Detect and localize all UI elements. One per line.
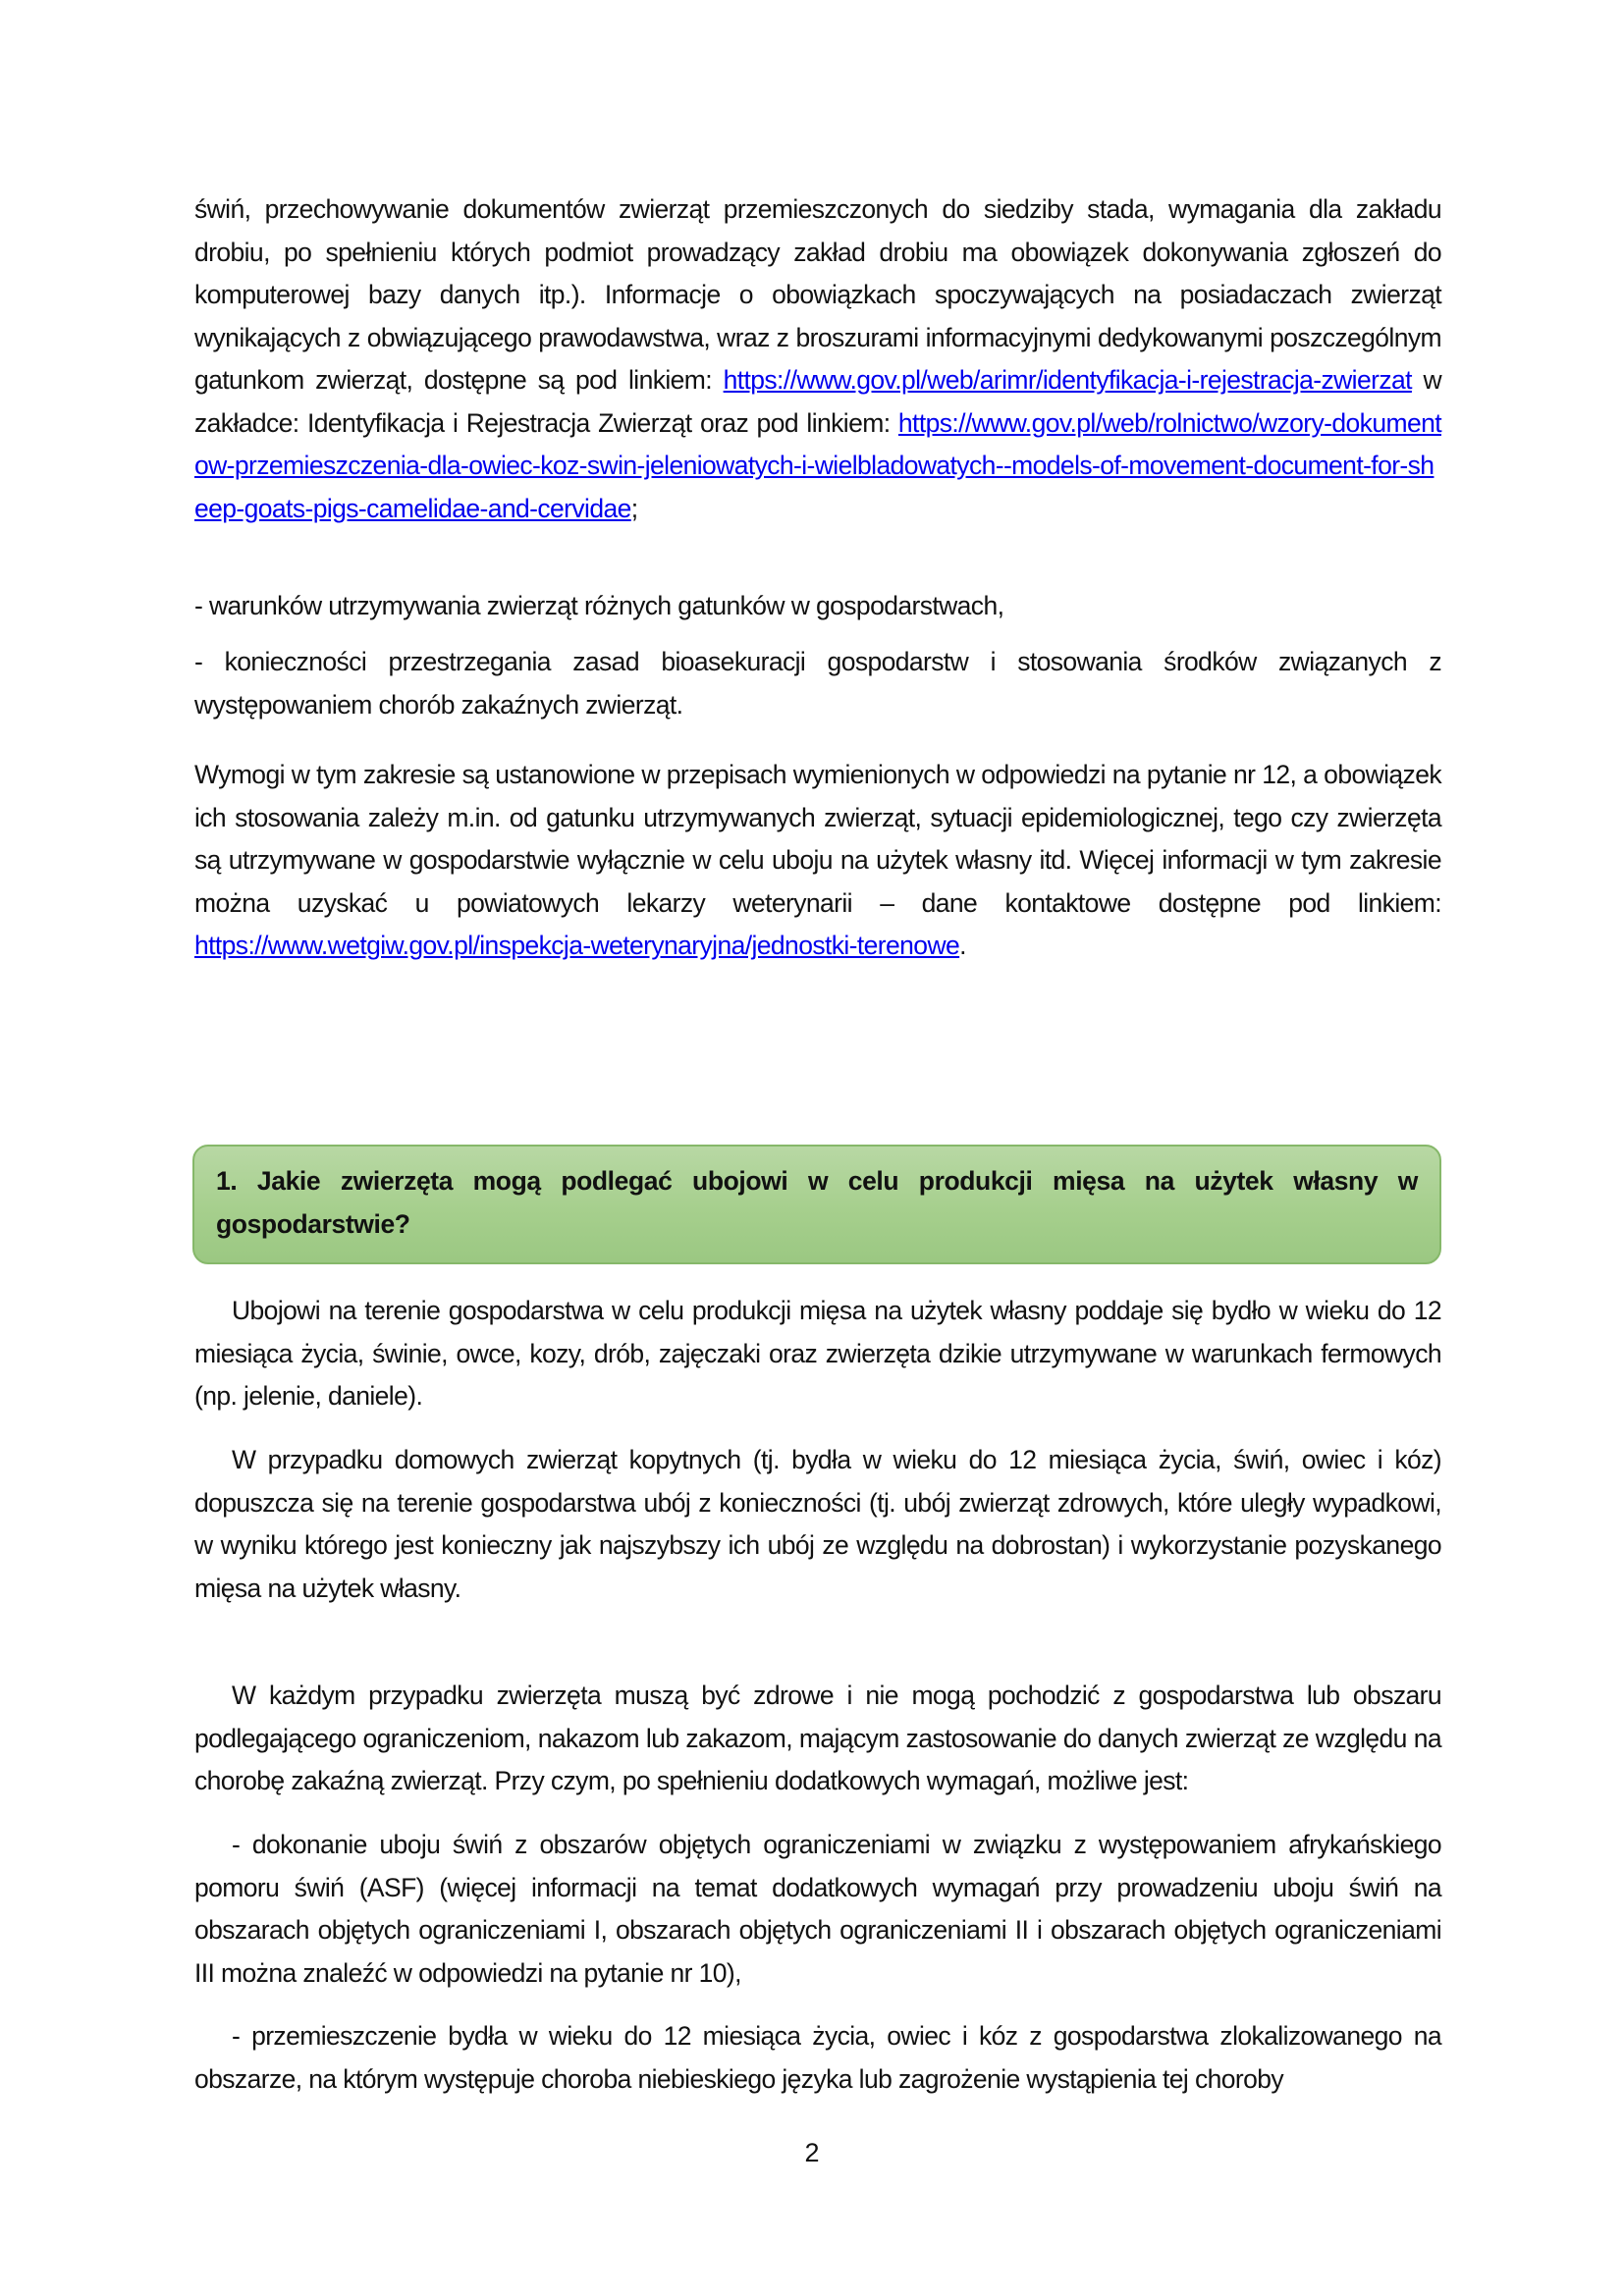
question-1-title: 1. Jakie zwierzęta mogą podlegać ubojowi w celu produkcji mięsa na użytek własny w gospodarstwie? — [216, 1166, 1418, 1239]
answer-1-section-2 — [194, 1439, 1441, 1610]
question-1-box — [192, 1145, 1441, 1264]
answer-1-bullet-asf — [194, 1824, 1441, 1995]
answer-paragraph-species: Ubojowi na terenie gospodarstwa w celu produkcji mięsa na użytek własny poddaje się bydło w wieku do 12 miesiąca życia, świnie, owce, kozy, drób, zajęczaki oraz zwierzęta dzikie utrzymywane w warunkach fermowych (np. jelenie, daniele). — [194, 1296, 1441, 1411]
page-number: 2 — [804, 2138, 820, 2167]
bullet-bluetongue-movement: - przemieszczenie bydła w wieku do 12 miesiąca życia, owiec i kóz z gospodarstwa zlokalizowanego na obszarze, na którym występuje choroba niebieskiego języka lub zagrożenie wystąpienia tej choroby — [194, 2021, 1441, 2094]
paragraph-text: Wymogi w tym zakresie są ustanowione w przepisach wymienionych w odpowiedzi na pytanie nr 12, a obowiązek ich stosowania zależy m.in. od gatunku utrzymywanych zwierząt, sytuacji epidemiologicznej, tego czy zwierzęta są utrzymywane w gospodarstwie wyłącznie w celu uboju na użytek własny itd. Więcej informacji w tym zakresie można uzyskać u powiatowych lekarzy weterynarii – dane kontaktowe dostępne pod linkiem: — [194, 760, 1441, 918]
arimr-identification-link[interactable]: https://www.gov.pl/web/arimr/identyfikacja-i-rejestracja-zwierzat — [723, 365, 1412, 395]
paragraph-text: . — [959, 931, 966, 960]
answer-paragraph-emergency-slaughter: W przypadku domowych zwierząt kopytnych (tj. bydła w wieku do 12 miesiąca życia, świń, owiec i kóz) dopuszcza się na terenie gospodarstwa ubój z konieczności (tj. ubój zwierząt zdrowych, które uległy wypadkowi, w wyniku którego jest konieczny jak najszybszy ich ubój ze względu na dobrostan) i wykorzystanie pozyskanego mięsa na użytek własny. — [194, 1445, 1441, 1603]
answer-1-bullet-bluetongue — [194, 2015, 1441, 2101]
paragraph-text: świń, przechowywanie dokumentów zwierząt przemieszczonych do siedziby stada, wymagania dla zakładu drobiu, po spełnieniu których podmiot prowadzący zakład drobiu ma obowiązek dokonywania zgłoszeń do komputerowej bazy danych itp.). Informacje o obowiązkach spoczywających na posiadaczach zwierząt wynikających z obwiązującego prawodawstwa, wraz z broszurami informacyjnymi dedykowanymi poszczególnym gatunkom zwierząt, dostępne są pod linkiem: — [194, 194, 1441, 395]
intro-bullets — [194, 585, 1441, 628]
bullet-housing-conditions: - warunków utrzymywania zwierząt różnych gatunków w gospodarstwach, — [194, 591, 1004, 620]
movement-documents-link[interactable]: https://www.gov.pl/web/rolnictwo/wzory-dokumentow-przemieszczenia-dla-owiec-koz-swin-jeleniowatych-i-wielbladowatych--models-of-movement-document-for-sheep-goats-pigs-camelidae-and-cervidae — [194, 407, 1441, 523]
paragraph-text: w zakładce: Identyfikacja i Rejestracja Zwierząt oraz pod linkiem: — [194, 365, 1441, 438]
vet-units-link[interactable]: https://www.wetgiw.gov.pl/inspekcja-weterynaryjna/jednostki-terenowe — [194, 931, 960, 960]
paragraph-text: ; — [630, 493, 638, 523]
bullet-asf-slaughter: - dokonanie uboju świń z obszarów objętych ograniczeniami w związku z występowaniem afrykańskiego pomoru świń (ASF) (więcej informacji na temat dodatkowych wymagań przy prowadzeniu uboju świń na obszarach objętych ograniczeniami I, obszarach objętych ograniczeniami II i obszarach objętych ograniczeniami III można znaleźć w odpowiedzi na pytanie nr 10), — [194, 1830, 1441, 1988]
intro-paragraph — [194, 188, 1441, 530]
intro-section — [194, 188, 1441, 530]
requirements-paragraph — [194, 754, 1441, 968]
answer-1-section — [194, 1290, 1441, 1418]
bullet-biosecurity: - konieczności przestrzegania zasad bioasekuracji gospodarstw i stosowania środków związanych z występowaniem chorób zakaźnych zwierząt. — [194, 647, 1441, 720]
answer-paragraph-health-requirements: W każdym przypadku zwierzęta muszą być zdrowe i nie mogą pochodzić z gospodarstwa lub obszaru podlegającego ograniczeniom, nakazom lub zakazom, mającym zastosowanie do danych zwierząt ze względu na chorobę zakaźną zwierząt. Przy czym, po spełnieniu dodatkowych wymagań, możliwe jest: — [194, 1681, 1441, 1795]
intro-bullets-2 — [194, 641, 1441, 726]
answer-1-section-3 — [194, 1675, 1441, 1803]
requirements-section — [194, 754, 1441, 968]
